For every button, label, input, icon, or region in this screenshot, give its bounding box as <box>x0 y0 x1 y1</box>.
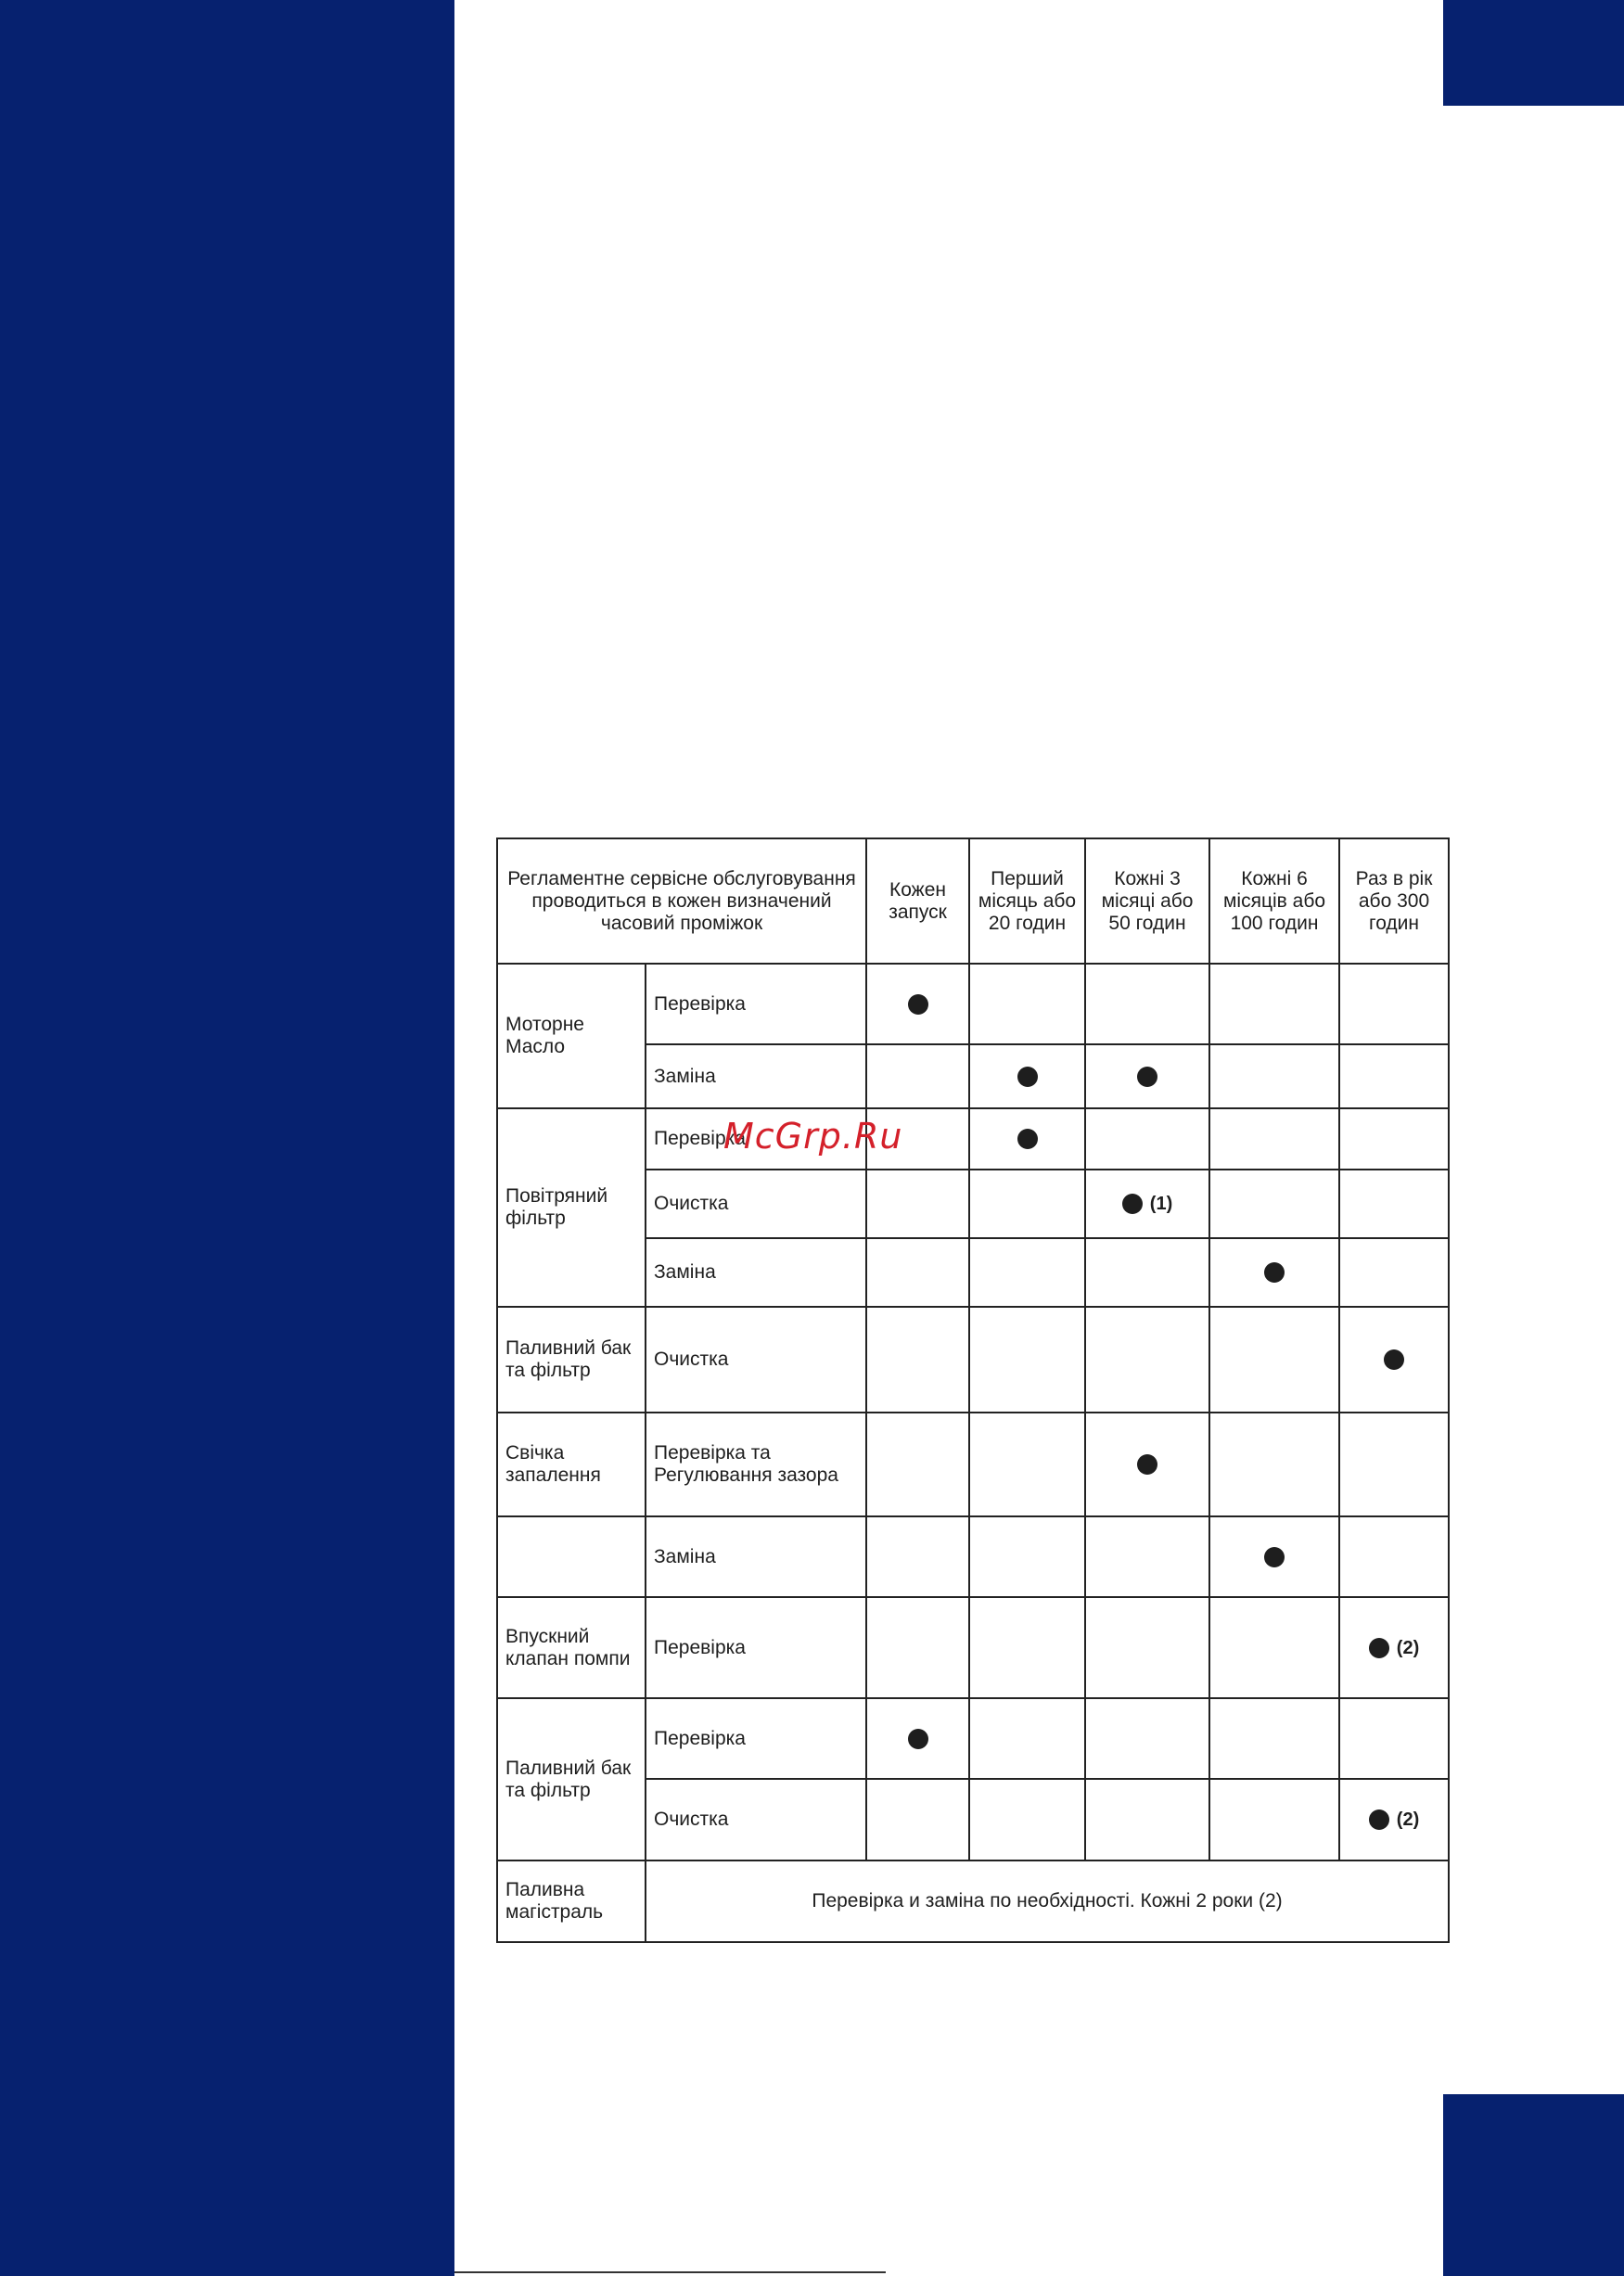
action-label: Очистка <box>646 1779 866 1860</box>
action-label: Перевірка <box>646 964 866 1044</box>
table-row <box>497 1698 1449 1779</box>
top-right-blue-block <box>1443 0 1624 106</box>
component-label: Паливна магістраль <box>497 1860 646 1942</box>
schedule-cell <box>1085 1044 1209 1108</box>
schedule-cell <box>969 1238 1085 1307</box>
left-blue-band <box>0 0 454 2276</box>
action-label: Перевірка та Регулювання зазора <box>646 1413 866 1516</box>
action-label: Перевірка <box>646 1108 866 1170</box>
bullet-icon <box>1137 1067 1157 1087</box>
table-row <box>497 964 1449 1044</box>
schedule-cell <box>1209 1779 1339 1860</box>
table-row <box>497 1597 1449 1698</box>
bullet-icon <box>1264 1262 1285 1283</box>
schedule-cell <box>1339 1307 1449 1413</box>
footnote-ref: (2) <box>1396 1809 1420 1831</box>
bullet-icon <box>1369 1809 1389 1830</box>
schedule-cell <box>1339 1238 1449 1307</box>
component-label: Впускний клапан помпи <box>497 1597 646 1698</box>
schedule-cell <box>866 1516 969 1597</box>
action-label: Заміна <box>646 1516 866 1597</box>
bottom-right-blue-block <box>1443 2094 1624 2276</box>
schedule-cell <box>969 1597 1085 1698</box>
schedule-cell <box>866 1307 969 1413</box>
schedule-cell <box>969 1779 1085 1860</box>
schedule-cell <box>1339 964 1449 1044</box>
schedule-cell <box>969 1044 1085 1108</box>
header-col-3-months: Кожні 3 місяці або 50 годин <box>1085 838 1209 964</box>
schedule-cell <box>866 1597 969 1698</box>
table-row <box>497 1413 1449 1516</box>
table-body <box>497 838 1449 1942</box>
bullet-icon <box>1017 1067 1038 1087</box>
schedule-cell <box>1339 1108 1449 1170</box>
bottom-rule <box>454 2271 886 2273</box>
table-row <box>497 1307 1449 1413</box>
schedule-cell <box>866 1698 969 1779</box>
action-label: Перевірка <box>646 1597 866 1698</box>
bullet-icon <box>908 994 928 1015</box>
schedule-cell <box>1339 1779 1449 1860</box>
schedule-cell <box>866 1044 969 1108</box>
schedule-cell <box>866 1779 969 1860</box>
table-row <box>497 1108 1449 1170</box>
schedule-cell <box>1339 1044 1449 1108</box>
bullet-icon <box>1369 1638 1389 1658</box>
schedule-cell <box>1209 1597 1339 1698</box>
schedule-cell <box>1085 1597 1209 1698</box>
schedule-cell <box>969 1698 1085 1779</box>
component-label: Паливний бак та фільтр <box>497 1698 646 1860</box>
table-row <box>497 1860 1449 1942</box>
schedule-cell <box>969 964 1085 1044</box>
bullet-icon <box>1122 1194 1143 1214</box>
schedule-cell <box>969 1170 1085 1238</box>
schedule-cell <box>1085 1108 1209 1170</box>
component-label <box>497 1516 646 1597</box>
schedule-cell <box>1209 1516 1339 1597</box>
action-label: Заміна <box>646 1238 866 1307</box>
schedule-cell <box>969 1108 1085 1170</box>
fuel-line-note: Перевірка и заміна по необхідності. Кожні 2 роки (2) <box>646 1860 1449 1942</box>
schedule-cell <box>1339 1516 1449 1597</box>
component-label: Паливний бак та фільтр <box>497 1307 646 1413</box>
schedule-cell <box>1339 1413 1449 1516</box>
header-col-first-month: Перший місяць або 20 годин <box>969 838 1085 964</box>
component-label: Моторне Масло <box>497 964 646 1108</box>
header-title: Регламентне сервісне обслуговування проводиться в кожен визначений часовий проміжок <box>497 838 866 964</box>
action-label: Заміна <box>646 1044 866 1108</box>
schedule-cell <box>1085 1516 1209 1597</box>
table-row <box>497 1516 1449 1597</box>
header-col-6-months: Кожні 6 місяців або 100 годин <box>1209 838 1339 964</box>
bullet-icon <box>908 1729 928 1749</box>
schedule-cell <box>1085 964 1209 1044</box>
schedule-cell <box>1209 1044 1339 1108</box>
maintenance-schedule-table <box>496 838 1450 1943</box>
action-label: Очистка <box>646 1307 866 1413</box>
schedule-cell <box>1209 1238 1339 1307</box>
schedule-cell <box>1209 964 1339 1044</box>
schedule-cell <box>1209 1108 1339 1170</box>
schedule-cell <box>1085 1170 1209 1238</box>
watermark: McGrp.Ru <box>723 1116 903 1157</box>
schedule-cell <box>969 1516 1085 1597</box>
header-col-every-start: Кожен запуск <box>866 838 969 964</box>
component-label: Свічка запалення <box>497 1413 646 1516</box>
schedule-cell <box>1085 1698 1209 1779</box>
schedule-cell <box>969 1307 1085 1413</box>
schedule-cell <box>969 1413 1085 1516</box>
action-label: Перевірка <box>646 1698 866 1779</box>
header-col-yearly: Раз в рік або 300 годин <box>1339 838 1449 964</box>
bullet-icon <box>1017 1129 1038 1149</box>
schedule-cell <box>1085 1238 1209 1307</box>
component-label: Повітряний фільтр <box>497 1108 646 1307</box>
schedule-cell <box>866 1413 969 1516</box>
schedule-cell <box>866 1170 969 1238</box>
bullet-icon <box>1264 1547 1285 1567</box>
schedule-cell <box>1209 1307 1339 1413</box>
schedule-cell <box>1209 1698 1339 1779</box>
bullet-icon <box>1137 1454 1157 1475</box>
footnote-ref: (2) <box>1396 1637 1420 1658</box>
schedule-cell <box>866 964 969 1044</box>
schedule-cell <box>1339 1698 1449 1779</box>
schedule-cell <box>1209 1413 1339 1516</box>
footnote-ref: (1) <box>1149 1194 1173 1215</box>
schedule-cell <box>1339 1170 1449 1238</box>
table-header-row <box>497 838 1449 964</box>
action-label: Очистка <box>646 1170 866 1238</box>
schedule-cell <box>1339 1597 1449 1698</box>
schedule-cell <box>1085 1779 1209 1860</box>
bullet-icon <box>1384 1349 1404 1370</box>
schedule-cell <box>1209 1170 1339 1238</box>
schedule-cell <box>1085 1307 1209 1413</box>
schedule-cell <box>866 1238 969 1307</box>
schedule-cell <box>1085 1413 1209 1516</box>
